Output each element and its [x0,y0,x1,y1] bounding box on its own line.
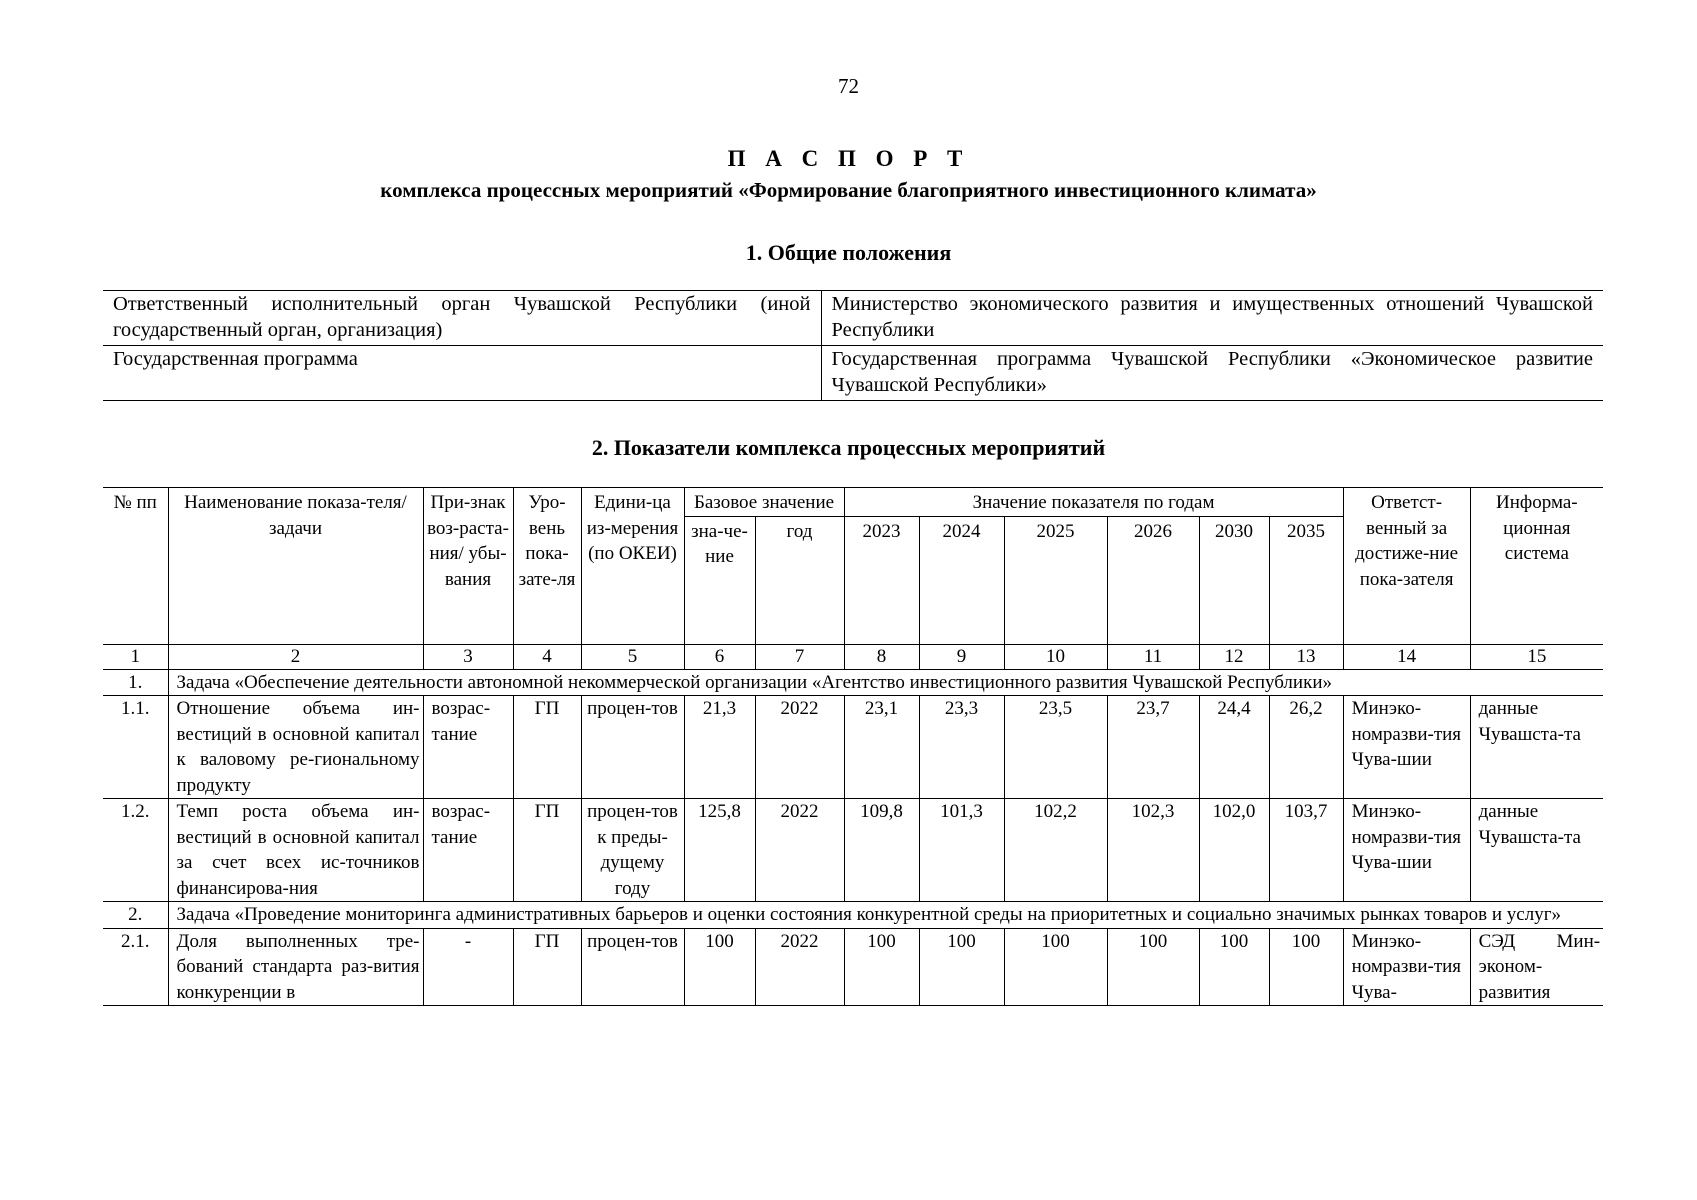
indicator-value-2025: 23,5 [1004,696,1107,799]
indicator-value-2035: 103,7 [1269,799,1343,902]
column-number: 14 [1343,644,1470,669]
indicator-row [103,928,1603,1006]
indicator-responsible: Минэко-номразви-тия Чува-шии [1343,696,1470,799]
indicator-value-2026: 23,7 [1107,696,1199,799]
header-base-year: год [755,516,844,644]
header-year: 2026 [1107,516,1199,644]
general-row [103,346,1603,401]
header-year: 2030 [1199,516,1269,644]
task-row [103,902,1603,929]
task-num: 1. [103,669,168,696]
indicator-value-2023: 23,1 [844,696,919,799]
indicator-base-value: 100 [684,928,755,1006]
column-numbers-row [103,644,1603,669]
indicator-value-2023: 109,8 [844,799,919,902]
indicator-level: ГП [513,696,581,799]
header-years-group: Значение показателя по годам [844,488,1343,517]
column-number: 1 [103,644,168,669]
section1-heading: 1. Общие положения [745,240,952,265]
indicator-value-2023: 100 [844,928,919,1006]
header-num: № пп [103,488,168,645]
header-sign: При-знак воз-раста-ния/ убы-вания [423,488,513,645]
column-number: 12 [1199,644,1269,669]
indicator-value-2026: 100 [1107,928,1199,1006]
header-base-value: зна-че-ние [684,516,755,644]
indicator-base-year: 2022 [755,696,844,799]
column-number: 13 [1269,644,1343,669]
column-number: 11 [1107,644,1199,669]
task-num: 2. [103,902,168,929]
indicator-sign: возрас-тание [423,696,513,799]
header-unit: Едини-ца из-мерения (по ОКЕИ) [581,488,684,645]
indicator-value-2025: 102,2 [1004,799,1107,902]
page-number: 72 [838,74,859,98]
column-number: 15 [1470,644,1603,669]
general-row [103,291,1603,346]
general-value: Министерство экономического развития и имущественных отношений Чувашской Республики [821,291,1603,346]
indicator-unit: процен-тов к преды-дущему году [581,799,684,902]
indicator-value-2030: 24,4 [1199,696,1269,799]
indicator-num: 2.1. [103,928,168,1006]
header-info-system: Информа-ционная система [1470,488,1603,645]
column-number: 8 [844,644,919,669]
general-provisions-table [103,290,1603,401]
general-label: Государственная программа [103,346,821,401]
indicator-value-2024: 100 [919,928,1004,1006]
column-number: 5 [581,644,684,669]
indicator-row [103,696,1603,799]
indicator-value-2035: 100 [1269,928,1343,1006]
header-name: Наименование показа-теля/задачи [168,488,423,645]
indicator-value-2024: 101,3 [919,799,1004,902]
indicator-name: Темп роста объема ин-вестиций в основной капитал за счет всех ис-точников финансирова-ния [168,799,423,902]
indicator-info-system: СЭД Мин-эконом-развития [1470,928,1603,1006]
header-year: 2023 [844,516,919,644]
indicator-base-year: 2022 [755,799,844,902]
indicator-responsible: Минэко-номразви-тия Чува- [1343,928,1470,1006]
header-year: 2024 [919,516,1004,644]
indicator-responsible: Минэко-номразви-тия Чува-шии [1343,799,1470,902]
indicator-level: ГП [513,928,581,1006]
indicator-base-year: 2022 [755,928,844,1006]
indicator-sign: возрас-тание [423,799,513,902]
indicator-name: Доля выполненных тре-бований стандарта раз-вития конкуренции в [168,928,423,1006]
column-number: 2 [168,644,423,669]
indicator-info-system: данные Чувашста-та [1470,696,1603,799]
task-title: Задача «Проведение мониторинга административных барьеров и оценки состояния конкурентной среды на приоритетных и социально значимых рынках товаров и услуг» [168,902,1603,929]
indicator-num: 1.1. [103,696,168,799]
header-level: Уро-вень пока-зате-ля [513,488,581,645]
indicator-num: 1.2. [103,799,168,902]
indicator-value-2026: 102,3 [1107,799,1199,902]
indicator-row [103,799,1603,902]
column-number: 3 [423,644,513,669]
indicator-value-2035: 26,2 [1269,696,1343,799]
document-title: П А С П О Р Т [727,146,970,171]
indicator-name: Отношение объема ин-вестиций в основной капитал к валовому ре-гиональному продукту [168,696,423,799]
indicator-value-2030: 102,0 [1199,799,1269,902]
indicator-info-system: данные Чувашста-та [1470,799,1603,902]
column-number: 4 [513,644,581,669]
task-row [103,669,1603,696]
column-number: 10 [1004,644,1107,669]
column-number: 6 [684,644,755,669]
indicator-value-2030: 100 [1199,928,1269,1006]
header-base: Базовое значение [684,488,844,517]
indicator-base-value: 21,3 [684,696,755,799]
header-year: 2035 [1269,516,1343,644]
indicator-level: ГП [513,799,581,902]
indicators-table [103,487,1603,1006]
indicator-unit: процен-тов [581,696,684,799]
indicator-unit: процен-тов [581,928,684,1006]
column-number: 9 [919,644,1004,669]
general-value: Государственная программа Чувашской Республики «Экономическое развитие Чувашской Республики» [821,346,1603,401]
general-label: Ответственный исполнительный орган Чувашской Республики (иной государственный орган, организация) [103,291,821,346]
header-row [103,488,1603,517]
header-year: 2025 [1004,516,1107,644]
indicator-value-2025: 100 [1004,928,1107,1006]
task-title: Задача «Обеспечение деятельности автономной некоммерческой организации «Агентство инвестиционного развития Чувашской Республики» [168,669,1603,696]
header-responsible: Ответст-венный за достиже-ние пока-зателя [1343,488,1470,645]
column-number: 7 [755,644,844,669]
document-subtitle: комплекса процессных мероприятий «Формирование благоприятного инвестиционного климата» [380,178,1317,202]
section2-heading: 2. Показатели комплекса процессных мероприятий [591,435,1106,460]
indicator-sign: - [423,928,513,1006]
indicator-value-2024: 23,3 [919,696,1004,799]
indicator-base-value: 125,8 [684,799,755,902]
